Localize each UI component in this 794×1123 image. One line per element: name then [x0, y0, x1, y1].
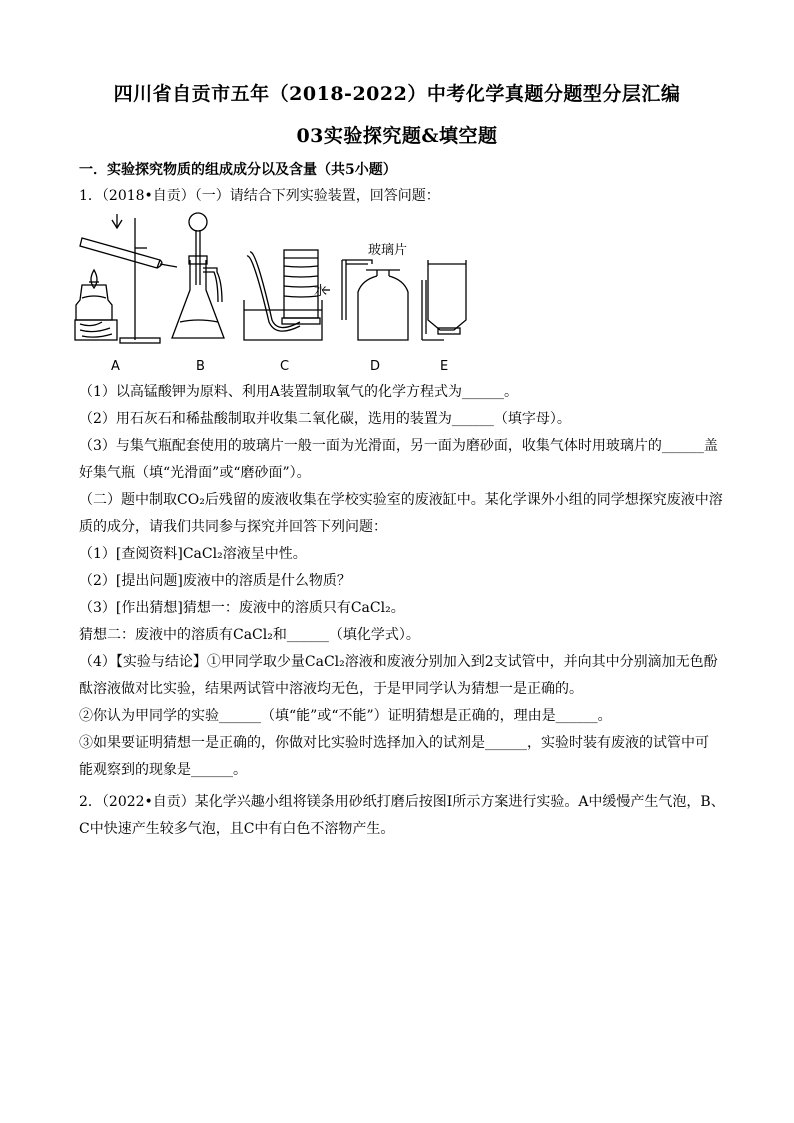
q1-p1: （1）以高锰酸钾为原料、利用A装置制取氧气的化学方程式为______。 — [79, 384, 519, 400]
q2-p1a: 2．（2022•自贡）某化学兴趣小组将镁条用砂纸打磨后按图Ⅰ所示方案进行实验。A中缓慢产生气泡，B、 — [79, 794, 725, 810]
label-b: B — [196, 359, 205, 374]
apparatus-figure — [72, 210, 472, 380]
label-d: D — [370, 359, 381, 374]
q1-p9a: （4）【实验与结论】①甲同学取少量CaCl₂溶液和废液分别加入到2支试管中，并向其中分别滴加无色酚 — [79, 654, 718, 670]
doc-title-line1: 四川省自贡市五年（2018-2022）中考化学真题分题型分层汇编 — [113, 83, 681, 105]
q1-p4a: （二）题中制取CO₂后残留的废液收集在学校实验室的废液缸中。某化学课外小组的同学想探究废液中溶 — [79, 492, 723, 508]
q1-p4b: 质的成分，请我们共同参与探究并回答下列问题： — [79, 519, 387, 535]
q1-p2: （2）用石灰石和稀盐酸制取并收集二氧化碳，选用的装置为______（填字母）。 — [79, 411, 571, 427]
q1-p3b: 好集气瓶（填“光滑面”或“磨砂面”）。 — [79, 465, 311, 481]
label-e: E — [440, 359, 449, 374]
q1-p5: （1）[查阅资料]CaCl₂溶液呈中性。 — [79, 546, 307, 562]
apparatus-b — [172, 213, 224, 338]
q1-p10: ②你认为甲同学的实验______（填“能”或“不能”）证明猜想是正确的，理由是______。 — [79, 708, 612, 724]
q2-p1b: C中快速产生较多气泡，且C中有白色不溶物产生。 — [79, 821, 395, 837]
q1-p7: （3）[作出猜想]猜想一：废液中的溶质只有CaCl₂。 — [79, 600, 405, 616]
q1-p3a: （3）与集气瓶配套使用的玻璃片一般一面为光滑面，另一面为磨砂面，收集气体时用玻璃片的______盖 — [79, 438, 718, 454]
q1-p8: 猜想二：废液中的溶质有CaCl₂和______（填化学式）。 — [79, 627, 420, 643]
doc-title-line2: 03实验探究题&填空题 — [296, 125, 498, 147]
label-water: 水 — [314, 284, 328, 299]
apparatus-e — [422, 260, 466, 340]
apparatus-d — [342, 260, 408, 340]
label-glass: 玻璃片 — [368, 243, 408, 258]
q1-p11a: ③如果要证明猜想一是正确的，你做对比实验时选择加入的试剂是______，实验时装有废液的试管中可 — [79, 735, 709, 751]
apparatus-a — [75, 214, 177, 343]
label-c: C — [280, 359, 290, 374]
label-a: A — [111, 359, 120, 374]
q1-p11b: 能观察到的现象是______。 — [79, 762, 247, 778]
q1-p9b: 酞溶液做对比实验，结果两试管中溶液均无色，于是甲同学认为猜想一是正确的。 — [79, 681, 583, 697]
section-heading: 一．实验探究物质的组成成分以及含量（共5小题） — [79, 162, 397, 178]
q1-p6: （2）[提出问题]废液中的溶质是什么物质？ — [79, 573, 351, 589]
q1-intro: 1．（2018•自贡）（一）请结合下列实验装置，回答问题： — [79, 188, 440, 204]
